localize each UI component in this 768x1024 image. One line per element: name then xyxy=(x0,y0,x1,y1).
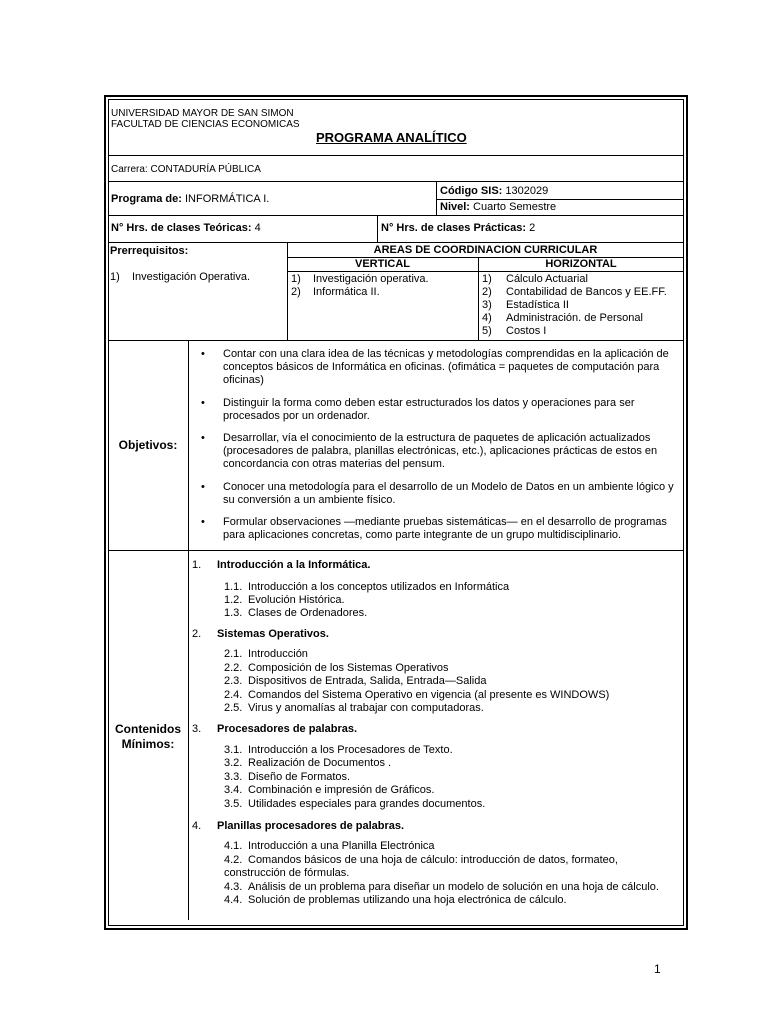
prereq-label: Prerrequisitos: xyxy=(110,245,189,257)
unit-item-num: 4.4. xyxy=(224,894,243,906)
university-name: UNIVERSIDAD MAYOR DE SAN SIMON xyxy=(111,108,294,119)
horizontal-item-num: 3) xyxy=(482,299,492,311)
prereq-item-text: Investigación Operativa. xyxy=(132,271,251,283)
horizontal-item-text: Administración. de Personal xyxy=(506,312,643,324)
unit-item-text: Introducción a los conceptos utilizados en Informática xyxy=(248,581,510,593)
unit-item-text: Análisis de un problema para diseñar un modelo de solución en una hoja de cálculo. xyxy=(248,881,659,893)
bullet-icon: • xyxy=(201,432,205,444)
divider xyxy=(108,181,684,182)
unit-item-text: Evolución Histórica. xyxy=(248,594,345,606)
objective-text: Conocer una metodología para el desarrollo de un Modelo de Datos en un ambiente lógico y su conversión a un ambiente físico. xyxy=(223,481,674,507)
horizontal-item xyxy=(482,286,667,299)
objective-text: Desarrollar, vía el conocimiento de la estructura de paquetes de aplicación actualizados (procesadores de palabra, planillas electrónicas, etc.), aplicaciones prácticas de estos en concordancia con otras materias del pensum. xyxy=(223,432,658,471)
theory-hours-value: 4 xyxy=(254,222,261,234)
unit-title: Planillas procesadores de palabras. xyxy=(217,820,405,832)
objective-item xyxy=(201,348,685,388)
unit-item-num: 4.3. xyxy=(224,881,243,893)
unit-heading xyxy=(192,628,329,641)
objective-text: Distinguir la forma como deben estar estructurados los datos y operaciones para ser procesados por un ordenador. xyxy=(223,397,635,423)
unit-item xyxy=(224,854,674,881)
unit-item xyxy=(224,689,609,702)
unit-item xyxy=(224,607,367,620)
divider xyxy=(188,340,189,550)
vertical-item-text: Investigación operativa. xyxy=(313,273,429,285)
horizontal-item-num: 2) xyxy=(482,286,492,298)
prereq-item xyxy=(110,271,250,284)
unit-item-text: Introducción xyxy=(248,648,308,660)
unit-item-num: 4.1. xyxy=(224,840,243,852)
objective-item xyxy=(201,481,685,507)
vertical-item-num: 1) xyxy=(291,273,301,285)
unit-item xyxy=(224,702,484,715)
horizontal-item-num: 1) xyxy=(482,273,492,285)
vertical-item-num: 2) xyxy=(291,286,301,298)
bullet-icon: • xyxy=(201,481,205,493)
level-label: Nivel: xyxy=(440,201,470,213)
contents-label-line: Mínimos: xyxy=(121,737,175,751)
practice-hours-value: 2 xyxy=(529,222,536,234)
document-title: PROGRAMA ANALÍTICO xyxy=(316,130,467,145)
sis-row xyxy=(440,185,548,198)
unit-item-num: 3.4. xyxy=(224,784,243,796)
career-row xyxy=(111,164,261,176)
unit-number: 1. xyxy=(192,559,202,571)
contents-label-line: Contenidos xyxy=(115,722,181,736)
theory-hours-row xyxy=(111,222,261,235)
unit-item xyxy=(224,798,485,811)
theory-hours-label: N° Hrs. de clases Teóricas: xyxy=(111,222,252,234)
unit-number: 3. xyxy=(192,723,202,735)
divider xyxy=(377,215,378,242)
unit-item xyxy=(224,581,509,594)
divider xyxy=(108,242,684,243)
unit-item-num: 2.4. xyxy=(224,689,243,701)
unit-item xyxy=(224,594,345,607)
unit-item-text: Introducción a una Planilla Electrónica xyxy=(248,840,435,852)
unit-item-text: Utilidades especiales para grandes documentos. xyxy=(248,798,486,810)
vertical-item xyxy=(291,286,380,299)
unit-item-num: 1.3. xyxy=(224,607,243,619)
unit-title: Sistemas Operativos. xyxy=(217,628,329,640)
divider xyxy=(108,215,684,216)
level-row xyxy=(440,201,556,214)
unit-item-num: 1.2. xyxy=(224,594,243,606)
unit-item-num: 2.2. xyxy=(224,662,243,674)
horizontal-item-text: Cálculo Actuarial xyxy=(506,273,588,285)
unit-heading xyxy=(192,723,357,736)
page-number: 1 xyxy=(654,962,661,976)
unit-item xyxy=(224,744,453,757)
program-row xyxy=(111,193,269,206)
unit-title: Introducción a la Informática. xyxy=(217,559,371,571)
objective-item xyxy=(201,432,685,472)
unit-item-text: Composición de los Sistemas Operativos xyxy=(248,662,449,674)
practice-hours-row xyxy=(381,222,535,235)
divider xyxy=(287,271,684,272)
objective-text: Contar con una clara idea de las técnicas y metodologías comprendidas en la aplicación de conceptos básicos de Informática en oficinas. (ofimática = paquetes de computación para oficinas) xyxy=(223,348,669,387)
program-label: Programa de: xyxy=(111,193,182,205)
prereq-item-num: 1) xyxy=(110,271,120,283)
areas-title: AREAS DE COORDINACION CURRICULAR xyxy=(373,244,598,256)
unit-item xyxy=(224,648,308,661)
objective-item xyxy=(201,516,685,542)
unit-heading xyxy=(192,820,404,833)
unit-item-num: 2.1. xyxy=(224,648,243,660)
vertical-item-text: Informática II. xyxy=(313,286,380,298)
unit-title: Procesadores de palabras. xyxy=(217,723,358,735)
unit-item xyxy=(224,757,391,770)
practice-hours-label: N° Hrs. de clases Prácticas: xyxy=(381,222,527,234)
horizontal-header: HORIZONTAL xyxy=(545,258,617,270)
divider xyxy=(436,181,437,215)
unit-item xyxy=(224,771,350,784)
program-value: INFORMÁTICA I. xyxy=(184,193,270,205)
unit-item-num: 2.3. xyxy=(224,675,243,687)
horizontal-item-text: Estadística II xyxy=(506,299,569,311)
sis-label: Código SIS: xyxy=(440,185,503,197)
career-label: Carrera: xyxy=(111,164,148,175)
horizontal-item-num: 5) xyxy=(482,325,492,337)
objective-text: Formular observaciones —mediante pruebas sistemáticas— en el desarrollo de programas para aplicaciones concretas, como parte integrante de un grupo multidisciplinario. xyxy=(223,516,667,542)
unit-item xyxy=(224,881,659,894)
unit-heading xyxy=(192,559,370,572)
unit-item-num: 2.5. xyxy=(224,702,243,714)
contents-label xyxy=(108,722,188,752)
divider xyxy=(108,550,684,551)
unit-item-text: Diseño de Formatos. xyxy=(248,771,351,783)
horizontal-item-text: Contabilidad de Bancos y EE.FF. xyxy=(506,286,667,298)
unit-item-text: Solución de problemas utilizando una hoja electrónica de cálculo. xyxy=(248,894,567,906)
divider xyxy=(188,550,189,920)
unit-number: 2. xyxy=(192,628,202,640)
bullet-icon: • xyxy=(201,516,205,528)
faculty-name: FACULTAD DE CIENCIAS ECONOMICAS xyxy=(111,119,300,130)
unit-item-text: Clases de Ordenadores. xyxy=(248,607,368,619)
divider xyxy=(108,155,684,156)
horizontal-item-num: 4) xyxy=(482,312,492,324)
divider xyxy=(108,340,684,341)
unit-item-text: Introducción a los Procesadores de Texto. xyxy=(248,744,453,756)
objective-item xyxy=(201,397,685,423)
unit-item-text: Comandos básicos de una hoja de cálculo: introducción de datos, formateo, construcción de fórmulas. xyxy=(224,854,618,880)
horizontal-item xyxy=(482,325,546,338)
vertical-header: VERTICAL xyxy=(355,258,410,270)
bullet-icon: • xyxy=(201,348,205,360)
unit-item-text: Realización de Documentos . xyxy=(248,757,392,769)
career-value: CONTADURÍA PÚBLICA xyxy=(150,164,261,175)
unit-item xyxy=(224,840,435,853)
unit-item xyxy=(224,662,449,675)
bullet-icon: • xyxy=(201,397,205,409)
unit-item-num: 3.5. xyxy=(224,798,243,810)
unit-item-text: Combinación e impresión de Gráficos. xyxy=(248,784,435,796)
vertical-item xyxy=(291,273,429,286)
unit-item xyxy=(224,675,486,688)
horizontal-item xyxy=(482,299,569,312)
unit-item xyxy=(224,894,567,907)
horizontal-item-text: Costos I xyxy=(506,325,547,337)
horizontal-item xyxy=(482,312,643,325)
unit-item-num: 1.1. xyxy=(224,581,243,593)
unit-item-num: 3.2. xyxy=(224,757,243,769)
unit-item-text: Virus y anomalías al trabajar con computadoras. xyxy=(248,702,484,714)
unit-item xyxy=(224,784,434,797)
unit-item-text: Comandos del Sistema Operativo en vigencia (al presente es WINDOWS) xyxy=(248,689,610,701)
unit-number: 4. xyxy=(192,820,202,832)
sis-value: 1302029 xyxy=(505,185,549,197)
objectives-label: Objetivos: xyxy=(118,438,178,452)
divider xyxy=(436,199,684,200)
horizontal-item xyxy=(482,273,588,286)
level-value: Cuarto Semestre xyxy=(473,201,557,213)
unit-item-num: 3.1. xyxy=(224,744,243,756)
unit-item-num: 3.3. xyxy=(224,771,243,783)
unit-item-num: 4.2. xyxy=(224,854,243,866)
unit-item-text: Dispositivos de Entrada, Salida, Entrada—Salida xyxy=(248,675,487,687)
